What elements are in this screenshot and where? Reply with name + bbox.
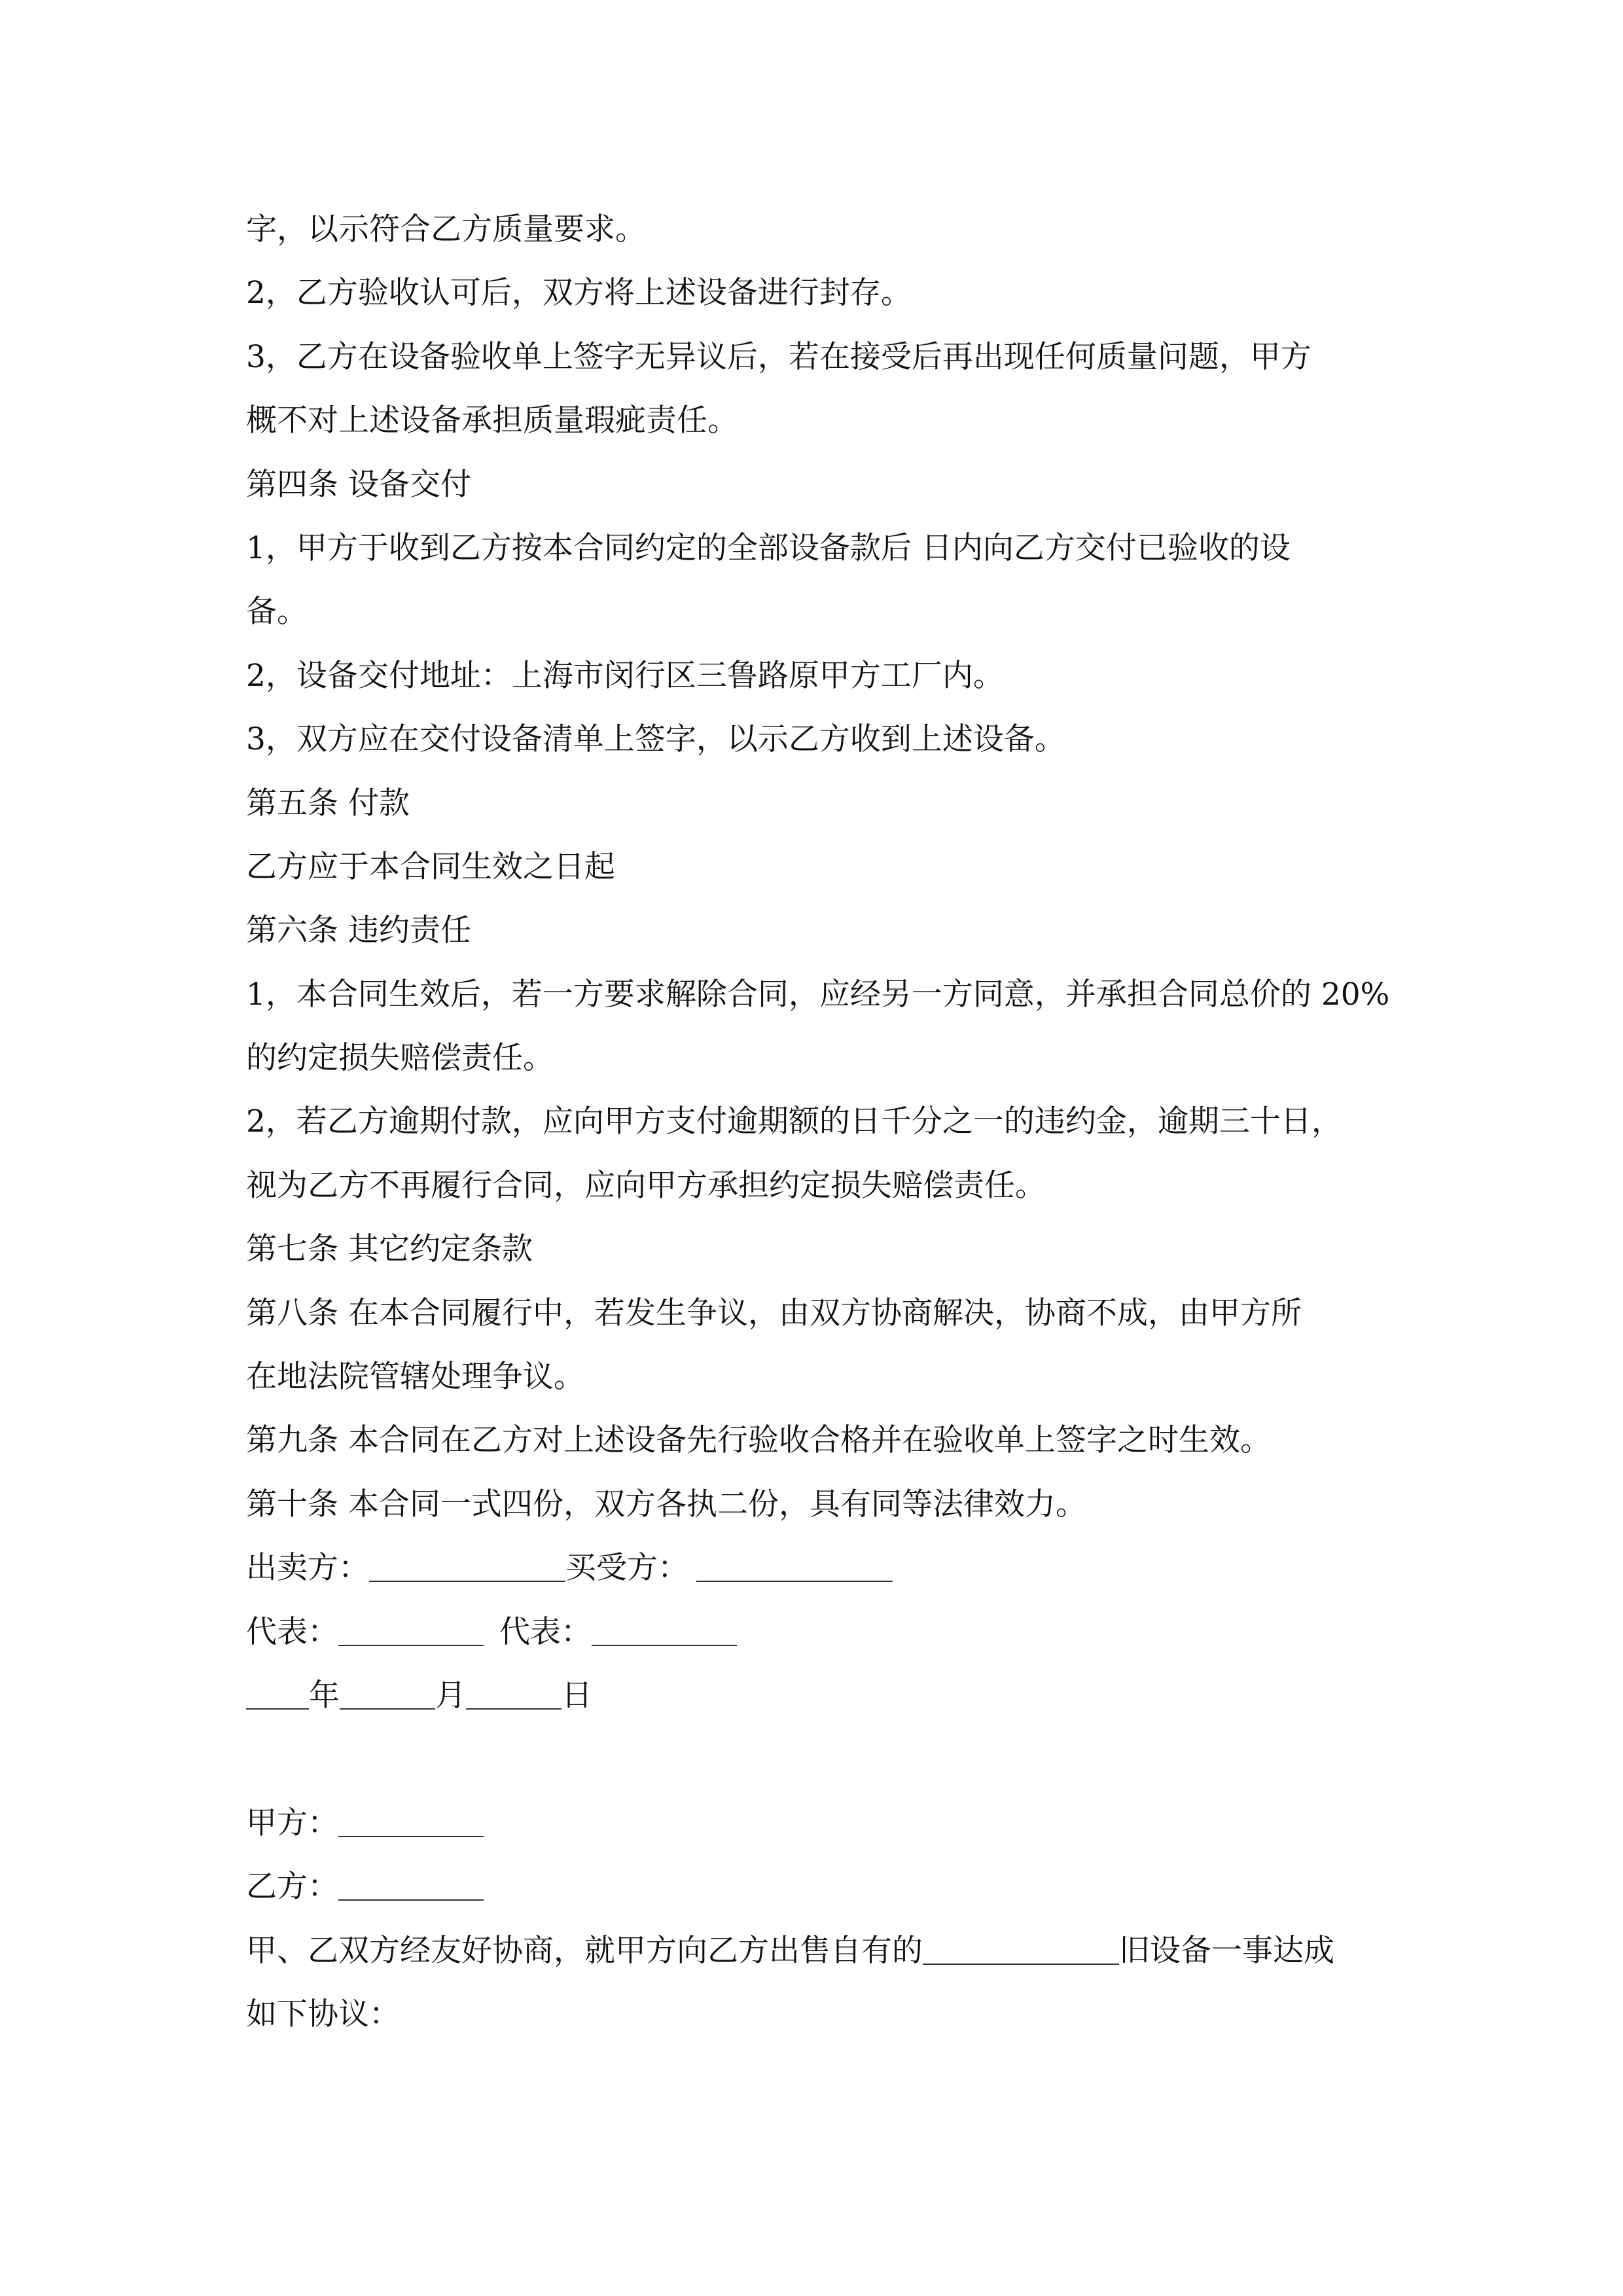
closing-line: 如下协议：	[246, 1996, 400, 2032]
date-line	[246, 1664, 1385, 1727]
paragraph-line: 3，乙方在设备验收单上签字无异议后，若在接受后再出现任何质量问题，甲方	[246, 338, 1311, 375]
section-heading: 第四条 设备交付	[246, 466, 471, 503]
representative-label: 代表：	[246, 1613, 338, 1650]
day-label: 日	[562, 1677, 592, 1713]
paragraph-line: 在地法院管辖处理争议。	[246, 1359, 584, 1395]
seller-blank	[369, 1552, 565, 1582]
representative-blank	[338, 1616, 484, 1646]
closing-text-after: 旧设备一事达成	[1119, 1932, 1334, 1969]
buyer-label: 买受方：	[565, 1550, 688, 1587]
document-body	[246, 198, 1390, 2046]
party-a-label: 甲方：	[246, 1804, 338, 1841]
month-blank	[340, 1679, 435, 1710]
paragraph-line: 视为乙方不再履行合同，应向甲方承担约定损失赔偿责任。	[246, 1167, 1046, 1204]
paragraph-line: 1，本合同生效后，若一方要求解除合同，应经另一方同意，并承担合同总价的 20%	[246, 976, 1390, 1013]
paragraph-line: 概不对上述设备承担质量瑕疵责任。	[246, 403, 738, 439]
representative-label: 代表：	[499, 1613, 592, 1650]
closing-text-before: 甲、乙双方经友好协商，就甲方向乙方出售自有的	[246, 1932, 923, 1969]
buyer-blank	[696, 1552, 893, 1582]
equipment-name-blank	[923, 1935, 1119, 1965]
party-b-blank	[338, 1871, 484, 1901]
section-heading: 第五条 付款	[246, 785, 410, 821]
section-heading: 第七条 其它约定条款	[246, 1231, 533, 1268]
seller-label: 出卖方：	[246, 1550, 369, 1587]
paragraph-line: 1，甲方于收到乙方按本合同约定的全部设备款后 日内向乙方交付已验收的设	[246, 529, 1291, 566]
paragraph-line: 2，乙方验收认可后，双方将上述设备进行封存。	[246, 275, 912, 312]
year-label: 年	[309, 1677, 340, 1713]
party-a-line	[246, 1791, 1385, 1855]
paragraph-line: 2，设备交付地址：上海市闵行区三鲁路原甲方工厂内。	[246, 657, 1004, 694]
paragraph-line: 3，双方应在交付设备清单上签字，以示乙方收到上述设备。	[246, 721, 1065, 758]
party-b-label: 乙方：	[246, 1869, 338, 1905]
signature-seller-buyer-line	[246, 1536, 1385, 1600]
paragraph-line: 字，以示符合乙方质量要求。	[246, 211, 646, 247]
paragraph-line: 第八条 在本合同履行中，若发生争议，由双方协商解决，协商不成，由甲方所	[246, 1295, 1302, 1331]
paragraph-line: 乙方应于本合同生效之日起	[246, 848, 615, 885]
paragraph-line: 的约定损失赔偿责任。	[246, 1040, 554, 1077]
spacer	[246, 1727, 1385, 1791]
closing-line	[246, 1919, 1385, 1982]
paragraph-line: 第十条 本合同一式四份，双方各执二份，具有同等法律效力。	[246, 1486, 1086, 1522]
paragraph-line: 第九条 本合同在乙方对上述设备先行验收合格并在验收单上签字之时生效。	[246, 1422, 1271, 1459]
year-blank	[246, 1679, 309, 1710]
paragraph-line: 2，若乙方逾期付款，应向甲方支付逾期额的日千分之一的违约金，逾期三十日，	[246, 1103, 1342, 1140]
signature-representative-line	[246, 1600, 1385, 1664]
representative-blank	[592, 1616, 737, 1646]
party-a-blank	[338, 1807, 484, 1837]
day-blank	[466, 1679, 562, 1710]
party-b-line	[246, 1855, 1385, 1918]
section-heading: 第六条 违约责任	[246, 912, 471, 949]
paragraph-line: 备。	[246, 594, 308, 630]
month-label: 月	[435, 1677, 466, 1713]
